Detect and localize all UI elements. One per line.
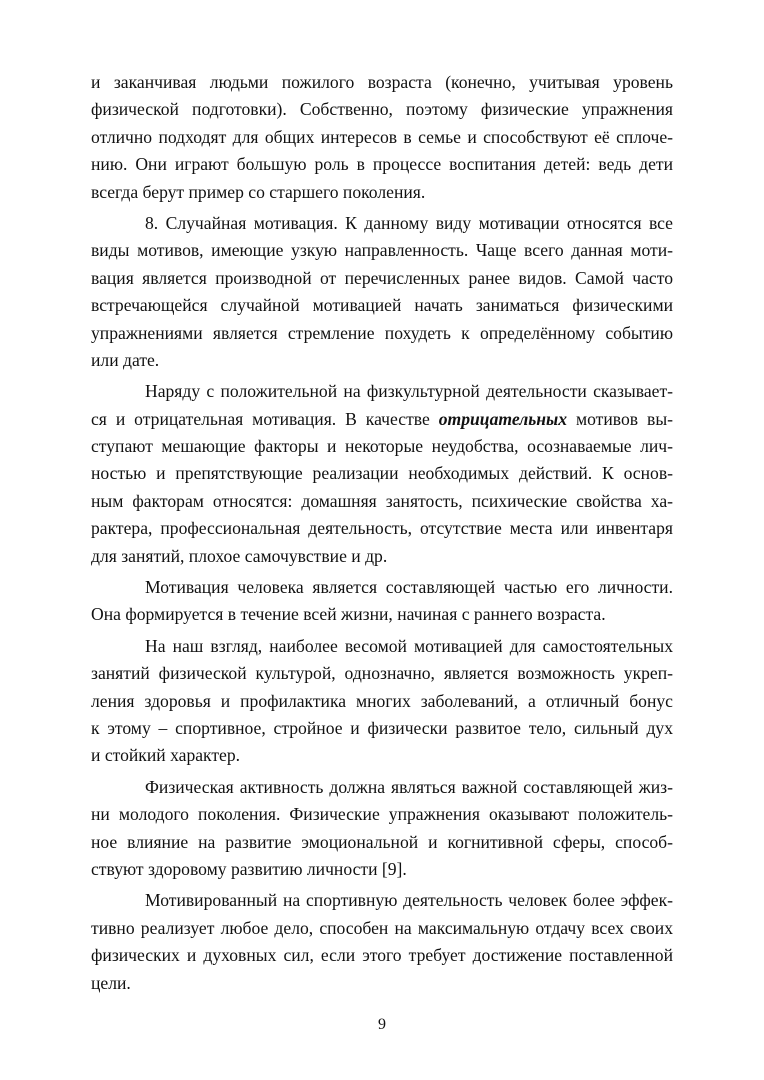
paragraph-continuation <box>91 69 673 206</box>
text-line: нию. Они играют большую роль в процессе воспитания детей: ведь дети <box>91 154 673 175</box>
text-line: ным факторам относятся: домашняя занятость, психические свойства ха- <box>91 490 673 511</box>
text-line: всегда берут пример со старшего поколения. <box>91 181 426 202</box>
text-line: ни молодого поколения. Физические упражнения оказывают положитель- <box>91 804 673 825</box>
text-line: для занятий, плохое самочувствие и др. <box>91 545 388 566</box>
text-line: На наш взгляд, наиболее весомой мотивацией для самостоятельных <box>145 635 673 656</box>
paragraph-motivated-person <box>91 887 673 997</box>
text-line <box>91 406 673 433</box>
text-line: ступают мешающие факторы и некоторые неудобства, осознаваемые лич- <box>91 436 673 457</box>
text-line: занятий физической культурой, однозначно, является возможность укреп- <box>91 663 673 684</box>
text-line: и стойкий характер. <box>91 745 241 766</box>
text-line: Она формируется в течение всей жизни, начиная с раннего возраста. <box>91 604 606 625</box>
text-line: цели. <box>91 972 131 993</box>
text-line: или дате. <box>91 349 160 370</box>
body-text <box>91 69 673 997</box>
text-line: ления здоровья и профилактика многих заболеваний, а отличный бонус <box>91 690 673 711</box>
text-fragment: ся и отрицательная мотивация. В качестве <box>91 408 439 429</box>
text-line: ное влияние на развитие эмоциональной и когнитивной сферы, способ- <box>91 831 673 852</box>
text-line: Физическая активность должна являться важной составляющей жиз- <box>145 776 673 797</box>
text-line: ностью и препятствующие реализации необходимых действий. К основ- <box>91 463 673 484</box>
text-line: Мотивированный на спортивную деятельность человек более эффек- <box>145 890 673 911</box>
paragraph-negative-motivation <box>91 378 673 570</box>
paragraph-random-motivation <box>91 210 673 374</box>
text-line: вация является производной от перечисленных ранее видов. Самой часто <box>91 267 673 288</box>
text-line: ствуют здоровому развитию личности [9]. <box>91 858 407 879</box>
text-line: и заканчивая людьми пожилого возраста (конечно, учитывая уровень <box>91 72 673 92</box>
text-line: встречающейся случайной мотивацией начать заниматься физическими <box>91 295 673 316</box>
paragraph-personality <box>91 574 673 629</box>
paragraph-physical-activity <box>91 774 673 884</box>
text-line: отлично подходят для общих интересов в семье и способствуют её сплоче- <box>91 126 673 147</box>
text-line: тивно реализует любое дело, способен на максимальную отдачу всех своих <box>91 917 673 938</box>
paragraph-opinion <box>91 633 673 770</box>
text-fragment: мотивов вы- <box>567 408 673 429</box>
text-line: к этому – спортивное, стройное и физически развитое тело, сильный дух <box>91 717 673 738</box>
page-number: 9 <box>378 1016 386 1033</box>
text-line: Наряду с положительной на физкультурной деятельности сказывает- <box>145 381 673 402</box>
text-line: физической подготовки). Собственно, поэтому физические упражнения <box>91 99 673 120</box>
text-line: рактера, профессиональная деятельность, отсутствие места или инвентаря <box>91 518 673 539</box>
text-line: 8. Случайная мотивация. К данному виду мотивации относятся все <box>145 212 673 233</box>
emphasized-term: отрицательных <box>438 408 568 429</box>
text-line: физических и духовных сил, если этого требует достижение поставленной <box>91 945 673 966</box>
text-line: Мотивация человека является составляющей частью его личности. <box>145 577 673 598</box>
text-line: виды мотивов, имеющие узкую направленность. Чаще всего данная моти- <box>91 240 673 261</box>
text-line: упражнениями является стремление похудеть к определённому событию <box>91 322 673 343</box>
